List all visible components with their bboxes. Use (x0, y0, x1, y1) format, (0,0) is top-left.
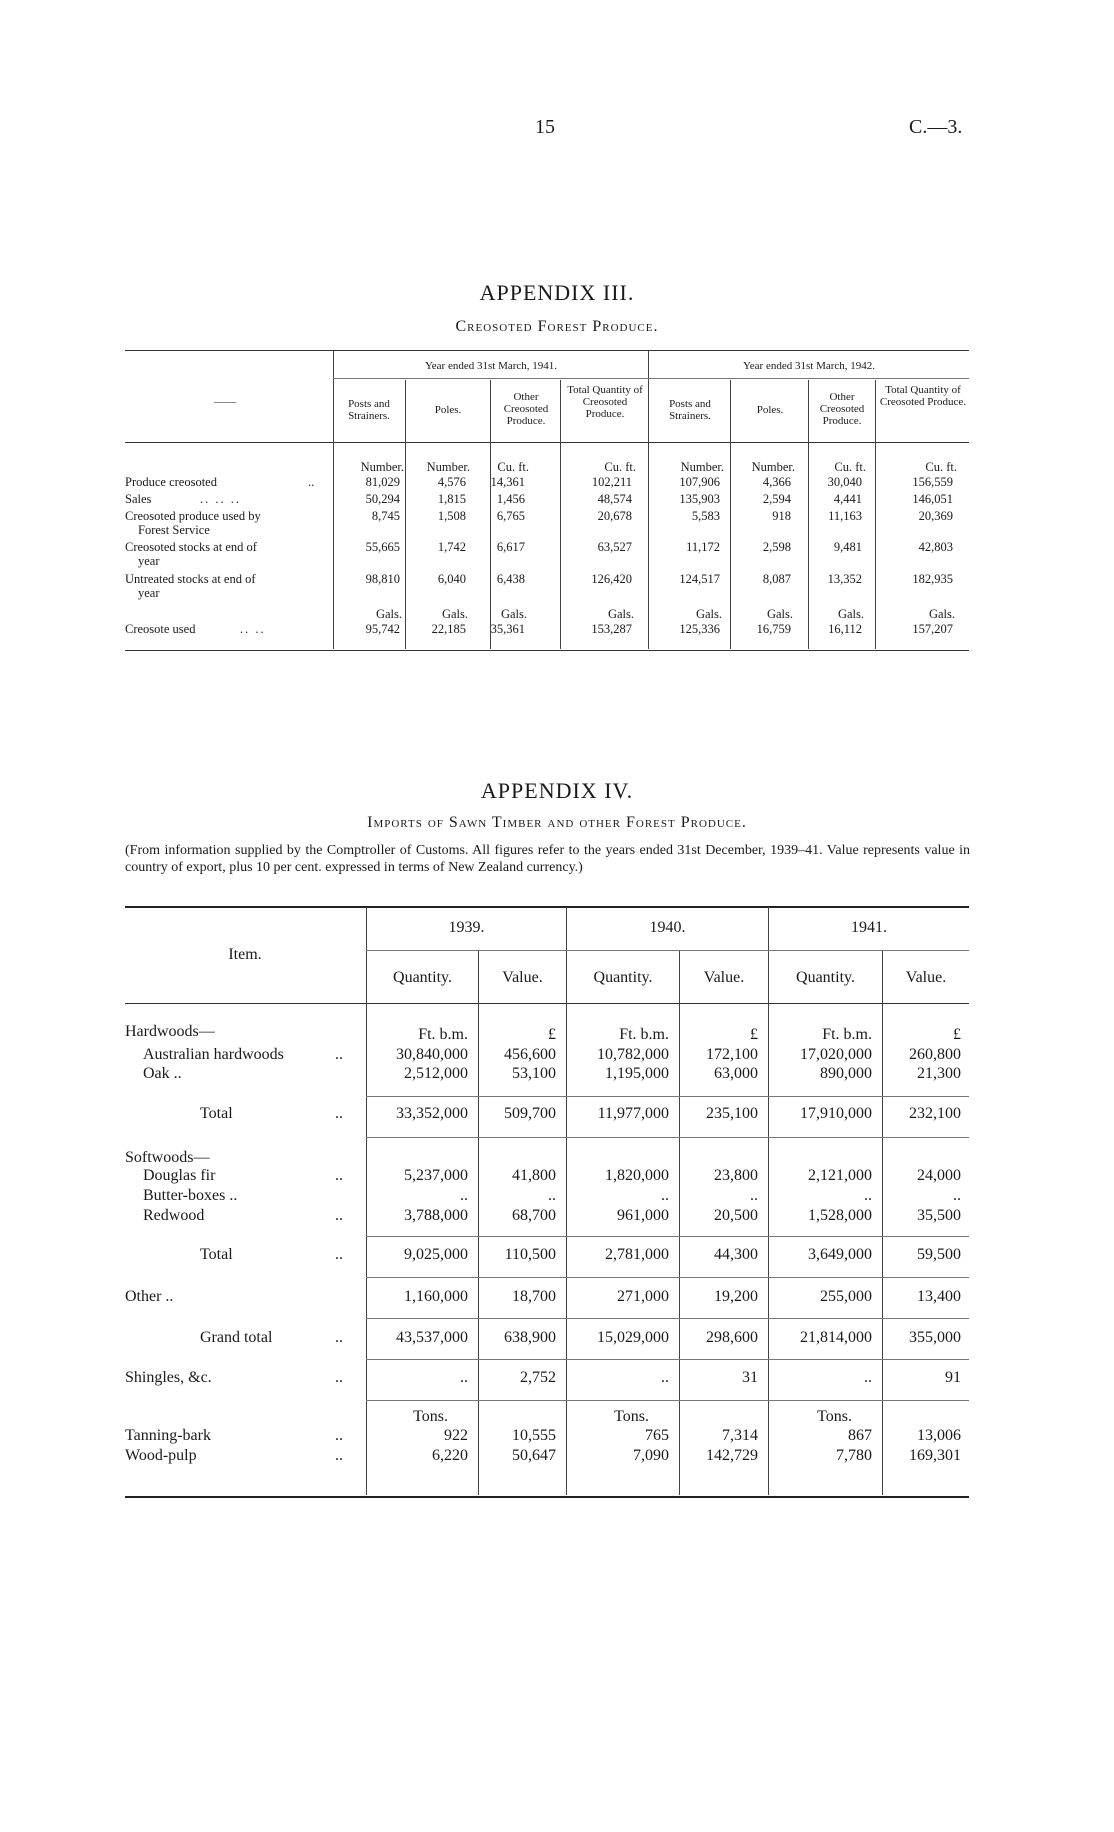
col-head: Total Quantity of Creosoted Produce. (567, 384, 643, 420)
table-cell: 260,800 (909, 1046, 961, 1063)
table-cell: 110,500 (504, 1246, 556, 1263)
table-cell: 1,456 (496, 492, 525, 506)
table-cell: 1,195,000 (605, 1065, 669, 1082)
table-cell: 19,200 (714, 1288, 758, 1305)
table-cell: 11,163 (828, 509, 862, 523)
table-cell: 922 (444, 1427, 468, 1444)
table-cell: 1,508 (437, 509, 466, 523)
table-cell: 14,361 (490, 475, 525, 489)
table-cell: 21,814,000 (800, 1329, 872, 1346)
table-cell: 7,780 (836, 1447, 872, 1464)
table-cell: 13,006 (917, 1427, 961, 1444)
table-cell: 16,759 (756, 622, 791, 636)
row-label: Produce creosoted (125, 475, 217, 489)
row-label: year (138, 586, 160, 600)
table-cell: 918 (772, 509, 791, 523)
leader-dots: .. (335, 1246, 343, 1263)
table-cell: 30,040 (827, 475, 862, 489)
table-cell: .. (864, 1369, 872, 1386)
table-cell: 2,752 (520, 1369, 556, 1386)
row-label: Sales (125, 492, 152, 506)
item-header: Item. (228, 946, 262, 963)
table-cell: 17,020,000 (800, 1046, 872, 1063)
table-cell: 355,000 (909, 1329, 961, 1346)
table-cell: 5,237,000 (404, 1167, 468, 1184)
page-number: 15 (535, 116, 555, 138)
table-cell: 890,000 (820, 1065, 872, 1082)
table-cell: 4,441 (833, 492, 862, 506)
table-cell: 1,815 (437, 492, 466, 506)
table-cell: 509,700 (504, 1105, 556, 1122)
table-cell: 35,361 (490, 622, 525, 636)
unit-label: Cu. ft. (604, 460, 636, 474)
table-cell: 1,820,000 (605, 1167, 669, 1184)
sub-header: Value. (703, 969, 745, 986)
year-header: 1940. (649, 919, 686, 936)
table-cell: 98,810 (365, 572, 400, 586)
table-cell: 1,160,000 (404, 1288, 468, 1305)
table-cell: 6,220 (432, 1447, 468, 1464)
leader-dots: .. (308, 475, 315, 489)
table-cell: 1,528,000 (808, 1207, 872, 1224)
appendix-iv-note: (From information supplied by the Comptroller of Customs. All figures refer to the years ended 31st December, 1939–41. Value represents value in country of export, plus 10 per cent. expressed in terms of New Zealand currency.) (125, 843, 970, 875)
table-cell: 2,598 (762, 540, 791, 554)
col-head: Poles. (434, 404, 462, 416)
table-cell: 125,336 (679, 622, 720, 636)
col-head: Other Creosoted Produce. (819, 391, 865, 427)
table-cell: 95,742 (365, 622, 400, 636)
year-header: 1939. (448, 919, 485, 936)
unit-label: Number. (360, 460, 404, 474)
table-cell: 31 (742, 1369, 758, 1386)
table-cell: 2,594 (762, 492, 791, 506)
table-cell: 271,000 (617, 1288, 669, 1305)
table-cell: 13,400 (917, 1288, 961, 1305)
appendix-iii-subtitle: Creosoted Forest Produce. (455, 318, 659, 335)
table-cell: 8,745 (371, 509, 400, 523)
row-label: Australian hardwoods (143, 1046, 284, 1063)
table-cell: 16,112 (828, 622, 862, 636)
unit-label: Number. (751, 460, 795, 474)
table-cell: 156,559 (912, 475, 953, 489)
table-cell: 59,500 (917, 1246, 961, 1263)
table-cell: .. (953, 1187, 961, 1204)
col-head: Posts and Strainers. (669, 398, 711, 422)
table-cell: 172,100 (706, 1046, 758, 1063)
table-cell: .. (661, 1187, 669, 1204)
table-cell: 142,729 (706, 1447, 758, 1464)
unit-label: Gals. (695, 607, 722, 621)
table-cell: 43,537,000 (396, 1329, 468, 1346)
table-cell: .. (750, 1187, 758, 1204)
table-cell: 48,574 (597, 492, 632, 506)
table-cell: 18,700 (512, 1288, 556, 1305)
unit-label: Ft. b.m. (619, 1026, 669, 1043)
unit-label: Gals. (928, 607, 955, 621)
document-code: C.—3. (909, 116, 963, 138)
appendix-iv-subtitle: Imports of Sawn Timber and other Forest Produce. (367, 814, 747, 831)
row-label: Shingles, &c. (125, 1369, 212, 1386)
unit-label: Ft. b.m. (418, 1026, 468, 1043)
leader-dots: .. .. (240, 622, 266, 636)
table-cell: 867 (848, 1427, 872, 1444)
table-cell: 33,352,000 (396, 1105, 468, 1122)
period-1942: Year ended 31st March, 1942. (742, 360, 876, 372)
table-cell: 63,527 (597, 540, 632, 554)
table-cell: 2,781,000 (605, 1246, 669, 1263)
row-label: Douglas fir (143, 1167, 216, 1184)
table-cell: 146,051 (912, 492, 953, 506)
table-cell: 765 (645, 1427, 669, 1444)
table-cell: 8,087 (762, 572, 791, 586)
row-label: Creosoted produce used by (125, 509, 261, 523)
leader-dots: .. (335, 1329, 343, 1346)
leader-dots: .. (335, 1369, 343, 1386)
leader-dots: .. (335, 1447, 343, 1464)
table-cell: 9,025,000 (404, 1246, 468, 1263)
table-cell: 7,314 (722, 1427, 758, 1444)
table-cell: 961,000 (617, 1207, 669, 1224)
unit-label: Gals. (375, 607, 402, 621)
unit-label: Number. (426, 460, 470, 474)
table-cell: 126,420 (591, 572, 632, 586)
table-cell: 182,935 (912, 572, 953, 586)
leader-dots: .. (335, 1167, 343, 1184)
unit-label: Ft. b.m. (822, 1026, 872, 1043)
table-cell: 50,647 (512, 1447, 556, 1464)
table-cell: 10,555 (512, 1427, 556, 1444)
period-1941: Year ended 31st March, 1941. (424, 360, 558, 372)
unit-label: Tons. (817, 1408, 852, 1425)
leader-dots: .. (335, 1046, 343, 1063)
table-cell: 24,000 (917, 1167, 961, 1184)
table-cell: 638,900 (504, 1329, 556, 1346)
table-cell: 4,576 (437, 475, 466, 489)
unit-label: Cu. ft. (497, 460, 529, 474)
sub-header: Value. (905, 969, 947, 986)
table-cell: 53,100 (512, 1065, 556, 1082)
table-cell: 41,800 (512, 1167, 556, 1184)
table-cell: 23,800 (714, 1167, 758, 1184)
row-label: Forest Service (138, 523, 210, 537)
section-label-hardwoods: Hardwoods— (125, 1023, 215, 1040)
unit-label: Gals. (837, 607, 864, 621)
table-cell: 1,742 (437, 540, 466, 554)
leader-dots: .. .. .. (200, 492, 241, 506)
row-label: Other .. (125, 1288, 174, 1305)
table-cell: 9,481 (833, 540, 862, 554)
table-cell: 107,906 (679, 475, 720, 489)
col-head: Total Quantity of Creosoted Produce. (879, 384, 967, 408)
table-cell: 30,840,000 (396, 1046, 468, 1063)
row-label: Redwood (143, 1207, 205, 1224)
unit-label: £ (750, 1026, 758, 1043)
unit-label: £ (953, 1026, 961, 1043)
row-label: Wood-pulp (125, 1447, 197, 1464)
row-label: Butter-boxes .. (143, 1187, 238, 1204)
unit-label: Gals. (766, 607, 793, 621)
table-cell: 124,517 (679, 572, 720, 586)
table-cell: .. (460, 1187, 468, 1204)
table-cell: 35,500 (917, 1207, 961, 1224)
table-cell: 235,100 (706, 1105, 758, 1122)
table-cell: 11,172 (686, 540, 720, 554)
table-cell: 5,583 (691, 509, 720, 523)
leader-dots: .. (335, 1427, 343, 1444)
appendix-iv-title: APPENDIX IV. (480, 778, 634, 803)
table-cell: 255,000 (820, 1288, 872, 1305)
row-label: Tanning-bark (125, 1427, 211, 1444)
unit-label: £ (548, 1026, 556, 1043)
table-cell: .. (460, 1369, 468, 1386)
table-cell: 17,910,000 (800, 1105, 872, 1122)
table-cell: 135,903 (679, 492, 720, 506)
table-cell: 21,300 (917, 1065, 961, 1082)
table-cell: 20,369 (918, 509, 953, 523)
table-cell: 232,100 (909, 1105, 961, 1122)
unit-label: Gals. (441, 607, 468, 621)
table-cell: 11,977,000 (597, 1105, 669, 1122)
table-cell: 50,294 (365, 492, 400, 506)
row-label: Oak .. (143, 1065, 182, 1082)
table-cell: 22,185 (431, 622, 466, 636)
table-cell: 10,782,000 (597, 1046, 669, 1063)
unit-label: Tons. (413, 1408, 448, 1425)
table-cell: 102,211 (591, 475, 632, 489)
appendix-iii-title: APPENDIX III. (479, 280, 635, 305)
sub-header: Quantity. (796, 969, 855, 986)
table-cell: 7,090 (633, 1447, 669, 1464)
table-cell: 55,665 (365, 540, 400, 554)
col-head: Posts and Strainers. (348, 398, 390, 422)
col-head: Other Creosoted Produce. (503, 391, 549, 427)
table-cell: 42,803 (918, 540, 953, 554)
table-cell: 3,649,000 (808, 1246, 872, 1263)
table-cell: 13,352 (827, 572, 862, 586)
unit-label: Number. (680, 460, 724, 474)
table-cell: 6,040 (437, 572, 466, 586)
sub-header: Value. (502, 969, 543, 986)
unit-label: Tons. (614, 1408, 649, 1425)
col-head: Poles. (756, 404, 784, 416)
table-cell: 4,366 (762, 475, 791, 489)
table-cell: 157,207 (912, 622, 953, 636)
table-cell: 3,788,000 (404, 1207, 468, 1224)
row-label: year (138, 554, 160, 568)
sub-header: Quantity. (593, 969, 653, 986)
row-label: Creosote used (125, 622, 196, 636)
unit-label: Cu. ft. (925, 460, 957, 474)
leader-dots: .. (335, 1207, 343, 1224)
table-cell: 81,029 (365, 475, 400, 489)
table-cell: 169,301 (909, 1447, 961, 1464)
table-cell: .. (661, 1369, 669, 1386)
unit-label: Gals. (607, 607, 634, 621)
table-cell: 68,700 (512, 1207, 556, 1224)
row-label: Grand total (200, 1329, 273, 1346)
table-cell: 63,000 (714, 1065, 758, 1082)
table-cell: 44,300 (714, 1246, 758, 1263)
sub-header: Quantity. (393, 969, 452, 986)
table-cell: 6,617 (496, 540, 525, 554)
unit-label: Cu. ft. (834, 460, 866, 474)
table-cell: .. (548, 1187, 556, 1204)
row-label: Total (200, 1105, 233, 1122)
table-cell: 2,512,000 (404, 1065, 468, 1082)
row-label: Creosoted stocks at end of (125, 540, 257, 554)
stub-dash: —— (214, 396, 236, 408)
year-header: 1941. (851, 919, 887, 936)
table-cell: 298,600 (706, 1329, 758, 1346)
table-cell: 153,287 (591, 622, 632, 636)
row-label: Untreated stocks at end of (125, 572, 256, 586)
row-label: Total (200, 1246, 233, 1263)
table-cell: 6,438 (496, 572, 525, 586)
table-cell: 456,600 (504, 1046, 556, 1063)
table-cell: 20,500 (714, 1207, 758, 1224)
section-label-softwoods: Softwoods— (125, 1149, 210, 1166)
table-cell: 2,121,000 (808, 1167, 872, 1184)
leader-dots: .. (335, 1105, 343, 1122)
table-cell: 20,678 (597, 509, 632, 523)
unit-label: Gals. (500, 607, 527, 621)
table-cell: 91 (945, 1369, 961, 1386)
table-cell: 6,765 (496, 509, 525, 523)
table-cell: .. (864, 1187, 872, 1204)
table-cell: 15,029,000 (597, 1329, 669, 1346)
